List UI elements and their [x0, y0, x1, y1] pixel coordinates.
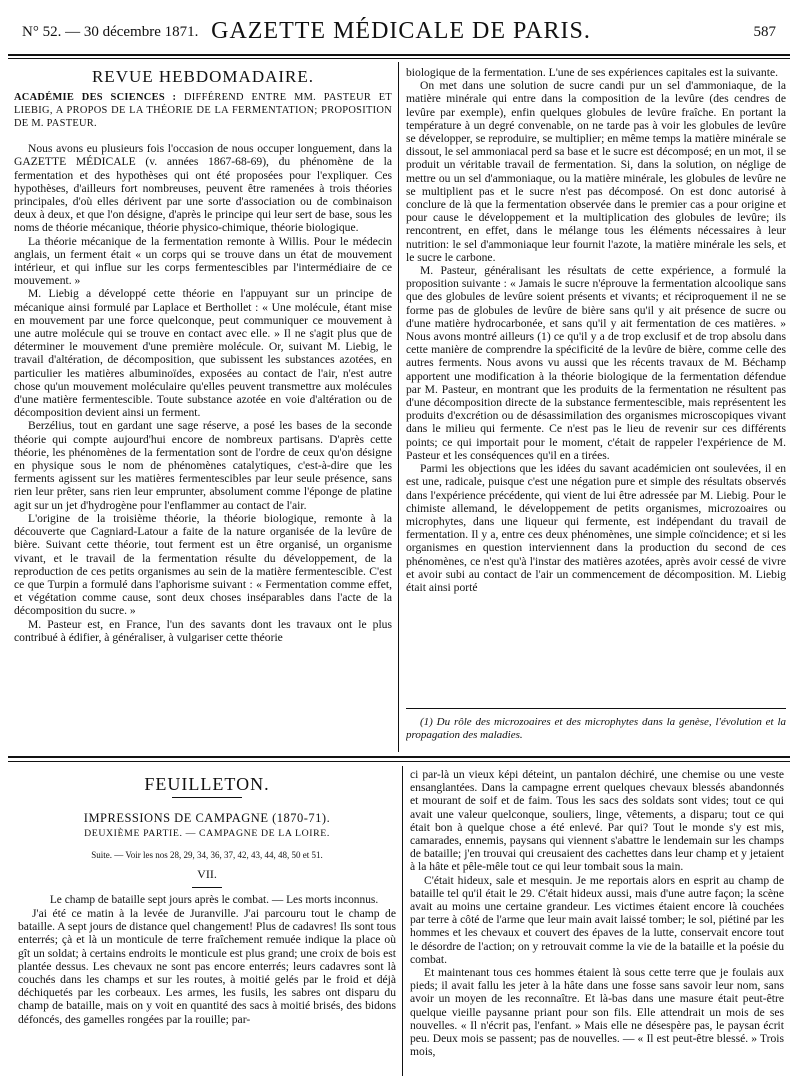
- revue-subtitle-rest: DIFFÉREND ENTRE MM. PASTEUR ET LIEBIG, A PROPOS DE LA THÉORIE DE LA FERMENTATION; PROPOSITION DE M. PASTEUR.: [14, 92, 392, 130]
- header-rule: [8, 54, 790, 56]
- feuilleton-title-rule: [172, 797, 242, 798]
- revue-paragraph: M. Pasteur, généralisant les résultats de cette expérience, a formulé la proposition suivante : « Jamais le sucre n'éprouve la fermentation alcoolique sans que des globules de levûre soient présents et vivants; et réciproquement il ne se forme pas de globules de levûre de bière sans qu'il y ait présence de sucre ou d'une matière hydrocarbonée, et sans qu'il y ait fermentation de ces matières. » Nous avons montré ailleurs (1) ce qu'il y a de trop exclusif et de trop absolu dans cette manière de comprendre la spécificité de la levûre de bière, comme celle des autres ferments. Nous avons vu aussi que les récents travaux de M. Béchamp apportent une modification à la théorie biologique de la fermentation défendue par M. Pasteur, en montrant que les produits de la fermentation ne résultent pas d'une décomposition directe de la substance fermentescible, mais représentent les produits d'excrétion ou de désassimilation des organismes microscopiques vivant dans le milieu qui fermente. Ce n'est pas le lieu de revenir sur ces différents points; ce qui importait pour le moment, c'était de rappeler l'expérience de M. Pasteur et les conséquences qu'il en a tirées.: [406, 264, 786, 462]
- issue-number: N° 52. — 30 décembre 1871.: [22, 24, 199, 40]
- feuilleton-left-column: [18, 768, 396, 1078]
- masthead: [22, 18, 780, 48]
- revue-paragraph: On met dans une solution de sucre candi pur un sel d'ammoniaque, de la matière minérale qui entre dans la composition de la levûre (des cendres de levûre par exemple), enfin quelques globules de levûre fraîche. En portant la température à un degré convenable, on ne tarde pas à voir les globules de levûre se développer, se reproduire, se multiplier; en même temps la matière minérale se dissout, le sel ammoniacal perd sa base et le sucre est décomposé; en un mot, il se produit un véritable travail de fermentation. Si, dans la solution, on néglige de mettre ou un sel d'ammoniaque, ou la matière minérale, les globules de levûre ne se multiplient pas et le sucre n'est pas décomposé. On est donc autorisé à conclure de là que la fermentation observée dans le premier cas a pour origine et pour cause le développement et la multiplication des globules de levûre; ils rencontrent, en effet, dans le mélange tous les éléments nécessaires à leur nutrition: le sel d'ammoniaque leur fournit l'azote, la matière minérale les sels, et le sucre le carbone.: [406, 79, 786, 264]
- revue-paragraph: Berzélius, tout en gardant une sage réserve, a posé les bases de la seconde théorie qui compte aujourd'hui encore de nombreux partisans. D'après cette théorie, les phénomènes de la fermentation sont de l'ordre de ceux qu'on désigne en physique sous le nom de phénomènes catalytiques, c'est-à-dire que les ferments agissent sur les matières fermentescibles par leur seule présence, sans rien leur prêter, sans rien leur emprunter, absolument comme l'éponge de platine agit sur un jet d'hydrogène pour l'enflammer au contact de l'air.: [14, 419, 392, 512]
- column-divider-bottom: [402, 766, 403, 1076]
- feuilleton-paragraph: ci par-là un vieux képi déteint, un pantalon déchiré, une chemise ou une veste ensanglantées. Dans la campagne errent quelques chevaux blessés abandonnés et mourant de soif et de faim. Tous les sacs des soldats sont vides; tout ce qui avait une valeur quelconque, souliers, linge, vêtements, a disparu; tout ce qui était bon à quelque chose a été enlevé. Par qui? Tout le monde s'y est mis, camarades, ennemis, paysans qui viennent s'abattre le lendemain sur les champs de bataille; j'en trouvai qui creusaient des cachettes dans leur champ et y jetaient à la hâte et pêle-mêle tout ce qui leur tombait sous la main.: [410, 768, 784, 874]
- revue-paragraph: M. Liebig a développé cette théorie en l'appuyant sur un principe de mécanique ainsi formulé par Laplace et Berthollet : « Une molécule, étant mise en mouvement par une force quelconque, peut communiquer ce mouvement à une autre molécule qui se trouve en contact avec elle. » Il ne s'agit plus que de déterminer le mouvement d'une première molécule. Or, suivant M. Liebig, le travail d'altération, de décomposition, que subissent les substances azotées, en particulier les matières albuminoïdes, exposées au contact de l'air, n'est autre chose qu'un mouvement moléculaire qu'elles peuvent transmettre aux molécules d'une matière fermentescible. Toute substance azotée en voie d'altération ou de décomposition devient ainsi un ferment.: [14, 287, 392, 420]
- feuilleton-paragraph: C'était hideux, sale et mesquin. Je me reportais alors en esprit au champ de bataille tel qu'il était le 29. C'était hideux aussi, mais d'une autre façon; la scène avait au moins une certaine grandeur. Les victimes étaient encore là couchées par terre à côté de l'arme que leur main avait laissé tomber; le sol, piétiné par les hommes et les chevaux et couvert des épaves de la lutte, conservait encore tout le désordre de l'action; on y retrouvait comme la vie de la bataille et la poésie du combat.: [410, 873, 784, 966]
- page-number: 587: [753, 24, 776, 40]
- revue-subtitle-bold: ACADÉMIE DES SCIENCES :: [14, 92, 177, 104]
- feuilleton-separator: [8, 756, 790, 758]
- revue-paragraph: Nous avons eu plusieurs fois l'occasion de nous occuper longuement, dans la GAZETTE MÉDICALE (v. années 1867-68-69), du phénomène de la fermentation et des hypothèses qui ont été proposées pour l'expliquer. Ces hypothèses, d'ailleurs fort nombreuses, peuvent être ramenées à trois théories principales, d'où elles dérivent par une sorte d'association ou de combinaison deux à deux, et que l'on désigne, d'après le principe qui leur sert de base, sous les noms de théorie mécanique, théorie physico-chimique, théorie biologique.: [14, 142, 392, 235]
- revue-paragraph: M. Pasteur est, en France, l'un des savants dont les travaux ont le plus contribué à édifier, à généraliser, à vulgariser cette théorie: [14, 617, 392, 644]
- feuilleton-right-column: [410, 768, 784, 1078]
- chapter-rule: [192, 887, 222, 888]
- footnote-text: (1) Du rôle des microzoaires et des microphytes dans la genèse, l'évolution et la propagation des maladies.: [406, 716, 786, 741]
- revue-left-column: [14, 66, 392, 752]
- revue-paragraph: biologique de la fermentation. L'une de ses expériences capitales est la suivante.: [406, 66, 778, 79]
- feuilleton-paragraph: Et maintenant tous ces hommes étaient là sous cette terre que je foulais aux pieds; il avait fallu les jeter à la hâte dans une fosse sans savoir leur nom, sans avoir un moyen de les reconnaître. Et là-bas dans une masure était peut-être quelque vieille paysanne priant pour son fils. Elle attendrait un mois de ses nouvelles. « Il n'écrit pas, l'enfant. » Mais elle ne désespère pas, le paysan écrit peu. Deux mois se passent; pas de nouvelles. — « Il est peut-être blessé. » Trois mois,: [410, 966, 784, 1059]
- feuilleton-heading: IMPRESSIONS DE CAMPAGNE (1870-71).: [83, 811, 331, 826]
- revue-paragraph: Parmi les objections que les idées du savant académicien ont soulevées, il en est une, radicale, puisque c'est une négation pure et simple des résultats observés dans l'expérience précédente, qui vient de lui être adressée par M. Liebig. Pour le chimiste allemand, le développement de petits organismes, microzoaires ou microphytes, dans une liqueur qui fermente, est indépendant du travail de fermentation. Il y a, entre ces deux phénomènes, une simple coïncidence; et si les organismes en question interviennent dans la production du second de ces phénomènes, ce n'est qu'à l'instar des matières azotées, après avoir cessé de vivre et avoir subi au contact de l'air un commencement de décomposition. M. Liebig était ainsi porté: [406, 462, 786, 594]
- feuilleton-suite: Suite. — Voir les nos 28, 29, 34, 36, 37, 42, 43, 44, 48, 50 et 51.: [91, 849, 323, 860]
- newspaper-title: GAZETTE MÉDICALE DE PARIS.: [211, 18, 591, 44]
- revue-paragraph: La théorie mécanique de la fermentation remonte à Willis. Pour le médecin anglais, un ferment était « un corps qui se trouve dans un état de mouvement intérieur, et qui influe sur les corps fermentescibles par l'intermédiaire de ce mouvement. »: [14, 234, 392, 288]
- feuilleton-title: FEUILLETON.: [144, 774, 270, 794]
- feuilleton-part: DEUXIÈME PARTIE. — CAMPAGNE DE LA LOIRE.: [84, 828, 330, 840]
- footnote-rule: [406, 708, 786, 709]
- feuilleton-paragraph: J'ai été ce matin à la levée de Juranville. J'ai parcouru tout le champ de bataille. A sept jours de distance quel changement! Plus de cadavres! Ils sont tous enterrés; çà et là un monticule de terre fraîchement remuée indique la place où gît un soldat; à certains endroits le monticule est plus grand; une croix de bois est plantée dessus. Les chevaux ne sont pas encore enterrés; leurs cadavres sont là couchés dans les champs et sur les routes, à moitié gelés par le froid et déjà déchiquetés par les corbeaux. Les armes, les fusils, les sabres ont disparu du champ de bataille, mais on y voit en quantité des sacs à moitié brisés, des bidons défoncés, des gamelles rongées par la rouille; par-: [18, 907, 396, 1026]
- revue-paragraph: L'origine de la troisième théorie, la théorie biologique, remonte à la découverte que Cagniard-Latour a faite de la nature organisée de la levûre de bière. Suivant cette théorie, tout ferment est un être organisé, un organisme vivant, et le travail de la fermentation résulte du développement, de la reproduction de ces petits organismes au sein de la matière fermentescible. C'est ce que Turpin a formulé dans l'aphorisme suivant : « Fermentation comme effet, et végétation comme cause, sont deux choses inséparables dans l'acte de la décomposition du sucre. »: [14, 511, 392, 618]
- feuilleton-separator-thin: [8, 761, 790, 762]
- revue-title: REVUE HEBDOMADAIRE.: [91, 67, 315, 86]
- footnote: [406, 716, 786, 748]
- column-divider-top: [398, 62, 399, 752]
- chapter-description: Le champ de bataille sept jours après le combat. — Les morts inconnus.: [49, 894, 379, 907]
- header-rule-thin: [8, 58, 790, 59]
- revue-right-column: [406, 66, 786, 702]
- revue-subtitle: [14, 91, 392, 130]
- chapter-number: VII.: [197, 866, 217, 881]
